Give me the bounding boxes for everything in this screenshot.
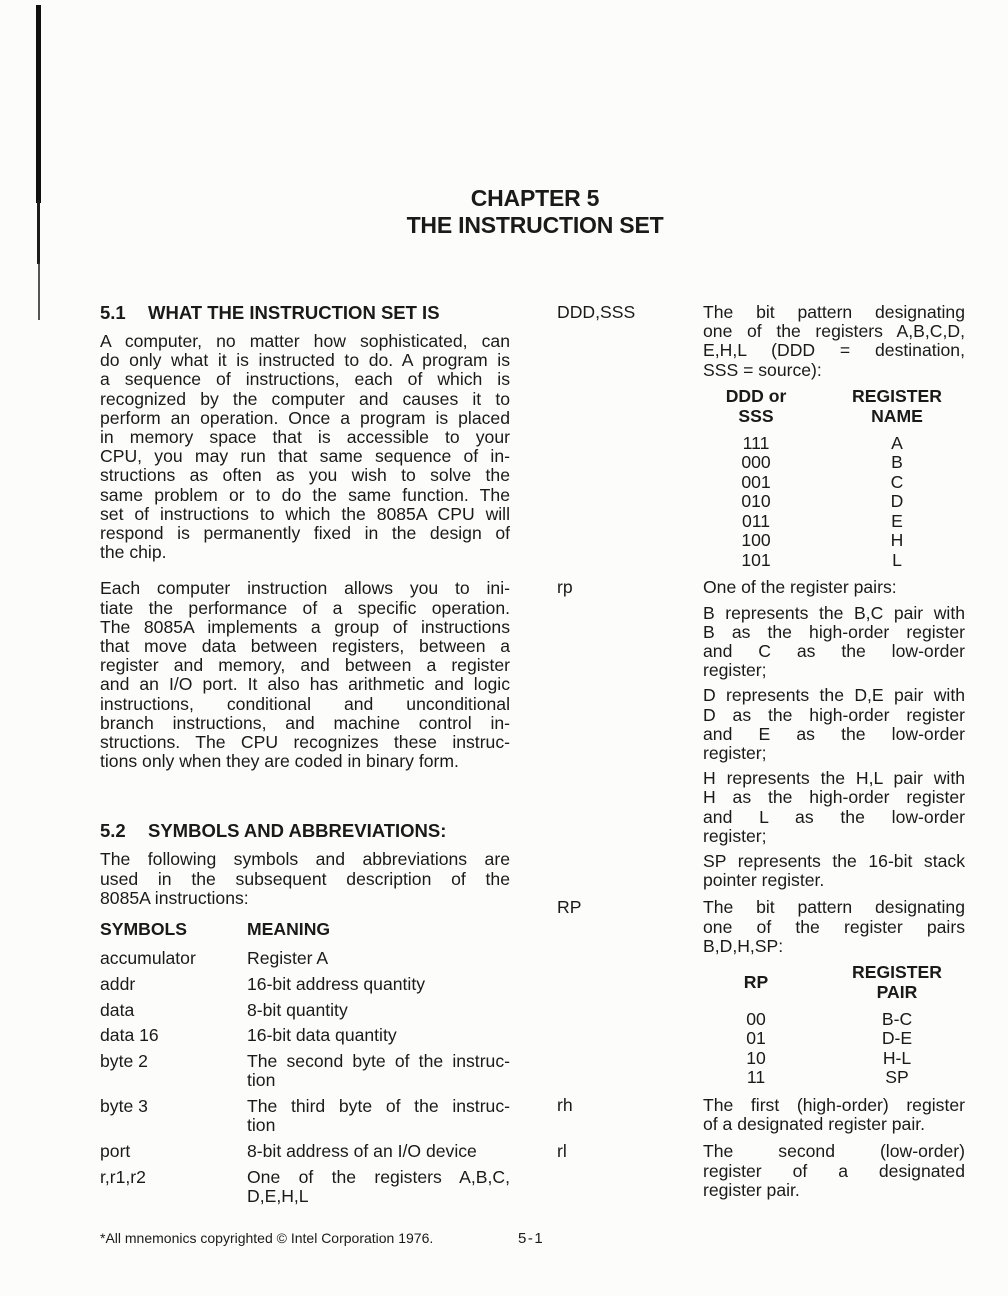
text-line: 16-bit address quantity [247, 973, 425, 994]
symbols-table-row [100, 1142, 510, 1161]
register-code-cell: 101 [741, 549, 771, 570]
register-name-cell: SP [885, 1067, 909, 1088]
definition-block [703, 386, 965, 571]
definition-term: RP [557, 897, 582, 918]
register-name-cell: D [890, 491, 904, 512]
definition-block [703, 852, 965, 890]
text-line: The 8085A implements a group of instructions [100, 616, 510, 637]
paragraph-what-instruction-set-1 [100, 332, 510, 562]
symbol-meaning [247, 1052, 510, 1090]
symbol-meaning [247, 1097, 510, 1135]
text-line: 8-bit address of an I/O device [247, 1140, 477, 1161]
symbols-table [100, 949, 510, 1206]
text-line: register; [703, 660, 767, 681]
text-line: and C as the low-order [703, 640, 965, 661]
symbols-table-row [100, 1001, 510, 1020]
binding-bar-segment [37, 200, 40, 264]
text-line: register; [703, 825, 767, 846]
text-line: A computer, no matter how sophisticated, can [100, 331, 510, 351]
text-line: and E as the low-order [703, 723, 965, 744]
symbol-meaning [247, 975, 510, 994]
register-code-table [703, 962, 965, 1088]
register-table-row [703, 1010, 965, 1030]
symbols-table-row [100, 949, 510, 968]
definition-block [703, 769, 965, 846]
text-line: H represents the H,L pair with [703, 768, 965, 789]
definition-block [703, 578, 965, 597]
text-line: register and memory, and between a register [100, 655, 510, 676]
symbols-table-row [100, 1026, 510, 1045]
definition-body [703, 578, 965, 890]
symbol-term: accumulator [100, 948, 196, 969]
text-line: perform an operation. Once a program is placed [100, 407, 510, 428]
text-line: SP represents the 16-bit stack [703, 850, 965, 871]
paragraph-what-instruction-set-2 [100, 579, 510, 771]
definition-body [703, 898, 965, 1088]
definition-block [703, 303, 965, 380]
chapter-number: CHAPTER 5 [470, 185, 600, 211]
text-line: One of the registers A,B,C, [247, 1166, 510, 1187]
symbol-meaning [247, 1026, 510, 1045]
text-line: do only what it is instructed to do. A program is [100, 350, 510, 371]
symbols-column-header: SYMBOLS [100, 919, 187, 940]
text-line: CPU, you may run that same sequence of in- [100, 446, 510, 467]
symbol-term: r,r1,r2 [100, 1166, 146, 1187]
register-table-row [703, 1049, 965, 1069]
register-table-row [703, 531, 965, 551]
register-code-cell: 00 [746, 1008, 766, 1029]
text-line: B as the high-order register [703, 621, 965, 642]
text-line: set of instructions to which the 8085A CPU will [100, 503, 510, 524]
text-line: structions as often as you wish to solve the [100, 465, 510, 486]
symbol-meaning [247, 1001, 510, 1020]
footnote: *All mnemonics copyrighted © Intel Corporation 1976. [100, 1230, 434, 1246]
chapter-title: THE INSTRUCTION SET [406, 212, 664, 238]
definition-entry-rp [557, 578, 965, 890]
register-table-row [703, 492, 965, 512]
register-code-cell: 010 [741, 491, 771, 512]
register-name-cell: D-E [881, 1028, 913, 1049]
register-table-row [703, 1068, 965, 1088]
symbols-table-header-row [100, 920, 510, 939]
text-line: 16-bit data quantity [247, 1025, 397, 1046]
text-line: H as the high-order register [703, 787, 965, 808]
chapter-heading [407, 185, 664, 239]
text-line: and L as the low-order [703, 806, 965, 827]
section-5-2-number: 5.2 [100, 820, 126, 842]
section-5-2-title: SYMBOLS AND ABBREVIATIONS: [148, 820, 447, 842]
register-code-cell: 10 [746, 1047, 766, 1068]
definition-block [703, 686, 965, 763]
symbol-meaning [247, 1142, 510, 1161]
text-line: One of the register pairs: [703, 577, 897, 598]
definition-term: rh [557, 1094, 573, 1115]
section-5-1-heading [100, 303, 510, 322]
definition-entry-rl [557, 1142, 965, 1200]
text-line: one of the registers A,B,C,D, [703, 321, 965, 342]
text-line: respond is permanently fixed in the design of [100, 523, 510, 544]
symbol-term: addr [100, 973, 136, 994]
text-line: The third byte of the instruc- [247, 1096, 510, 1116]
register-code-cell: 000 [741, 452, 771, 473]
text-line: Each computer instruction allows you to ini- [100, 578, 510, 599]
definition-term: DDD,SSS [557, 302, 636, 322]
text-line: The second byte of the instruc- [247, 1051, 510, 1072]
symbol-term: port [100, 1140, 131, 1161]
text-line: the chip. [100, 542, 167, 563]
register-table-col2-header: REGISTER NAME [852, 385, 942, 426]
register-code-cell: 111 [742, 432, 770, 453]
text-line: one of the register pairs [703, 916, 965, 937]
text-line: The first (high-order) register [703, 1094, 965, 1115]
symbol-term: data [100, 999, 135, 1020]
register-table-row [703, 473, 965, 493]
paragraph-symbols-intro [100, 850, 510, 908]
text-line: D,E,H,L [247, 1185, 309, 1206]
register-name-cell: E [891, 510, 903, 531]
text-line: of a designated register pair. [703, 1114, 926, 1135]
register-table-col1-header: RP [743, 971, 769, 992]
register-table-row [703, 434, 965, 454]
symbols-table-row [100, 975, 510, 994]
register-code-cell: 11 [746, 1067, 766, 1088]
symbol-meaning [247, 1168, 510, 1206]
text-line: register; [703, 742, 767, 763]
register-table-col1-header: DDD or SSS [725, 385, 787, 426]
register-table-row [703, 512, 965, 532]
register-name-cell: H-L [882, 1047, 912, 1068]
register-table-row [703, 551, 965, 571]
text-line: The bit pattern designating [703, 302, 965, 322]
register-table-header-row [703, 962, 965, 1002]
definition-term: rl [557, 1141, 567, 1162]
definition-entry-rh [557, 1096, 965, 1134]
text-line: B represents the B,C pair with [703, 602, 965, 623]
left-column [100, 303, 510, 1213]
symbols-table-row [100, 1097, 510, 1135]
text-line: branch instructions, and machine control in- [100, 712, 510, 733]
binding-bar-segment [38, 262, 40, 320]
symbols-table-row [100, 1052, 510, 1090]
text-line: structions. The CPU recognizes these instruc- [100, 732, 510, 753]
definition-block [703, 962, 965, 1088]
definition-block [703, 1142, 965, 1200]
text-line: Register A [247, 948, 329, 969]
page-number: 5-1 [518, 1230, 545, 1247]
text-line: E,H,L (DDD = destination, [703, 340, 965, 361]
register-name-cell: A [891, 432, 903, 453]
text-line: 8-bit quantity [247, 999, 348, 1020]
text-line: in memory space that is accessible to your [100, 427, 510, 448]
register-code-cell: 001 [741, 471, 771, 492]
text-line: The bit pattern designating [703, 897, 965, 918]
definition-entry-ddd-sss [557, 303, 965, 570]
definitions-list [557, 303, 965, 1208]
text-line: instructions, conditional and unconditional [100, 693, 510, 714]
register-table-row [703, 453, 965, 473]
symbol-term: data 16 [100, 1025, 159, 1046]
register-name-cell: C [890, 471, 904, 492]
text-line: tion [247, 1070, 276, 1091]
register-name-cell: B-C [881, 1008, 913, 1029]
symbols-table-row [100, 1168, 510, 1206]
section-5-1-number: 5.1 [100, 302, 126, 323]
text-line: used in the subsequent description of the [100, 868, 510, 889]
definition-body [703, 1096, 965, 1134]
text-line: pointer register. [703, 870, 825, 891]
symbol-term: byte 3 [100, 1096, 148, 1116]
definition-entry-rp [557, 898, 965, 1088]
register-code-cell: 100 [741, 530, 771, 551]
register-table-header-row [703, 386, 965, 426]
definition-block [703, 604, 965, 681]
register-table-col2-header: REGISTER PAIR [852, 961, 942, 1002]
text-line: recognized by the computer and causes it to [100, 388, 510, 409]
definition-block [703, 898, 965, 956]
text-line: The following symbols and abbreviations are [100, 849, 510, 870]
text-line: The second (low-order) [703, 1141, 965, 1162]
text-line: D as the high-order register [703, 704, 965, 725]
text-line: and an I/O port. It also has arithmetic and logic [100, 674, 510, 695]
text-line: same problem or to do the same function. The [100, 484, 510, 505]
register-name-cell: H [890, 530, 904, 551]
symbol-meaning [247, 949, 510, 968]
section-5-2-heading [100, 821, 510, 840]
register-code-cell: 01 [746, 1028, 766, 1049]
register-code-cell: 011 [741, 510, 771, 531]
binding-bar-segment [36, 5, 41, 203]
text-line: register of a designated [703, 1160, 965, 1181]
register-name-cell: B [891, 452, 903, 473]
definition-body [703, 303, 965, 570]
symbol-term: byte 2 [100, 1051, 148, 1072]
text-line: register pair. [703, 1179, 800, 1200]
text-line: tions only when they are coded in binary form. [100, 751, 459, 772]
definition-body [703, 1142, 965, 1200]
section-5-1-title: WHAT THE INSTRUCTION SET IS [148, 302, 440, 323]
register-table-row [703, 1029, 965, 1049]
text-line: tiate the performance of a specific operation. [100, 597, 510, 618]
text-line: that move data between registers, between a [100, 636, 510, 657]
text-line: 8085A instructions: [100, 887, 249, 908]
meaning-column-header: MEANING [247, 919, 331, 940]
text-line: a sequence of instructions, each of which is [100, 369, 510, 390]
definition-block [703, 1096, 965, 1134]
definition-term: rp [557, 577, 573, 598]
text-line: tion [247, 1115, 276, 1136]
text-line: SSS = source): [703, 359, 822, 380]
text-line: B,D,H,SP: [703, 935, 784, 956]
register-code-table [703, 386, 965, 571]
text-line: D represents the D,E pair with [703, 685, 965, 706]
register-name-cell: L [892, 549, 902, 570]
